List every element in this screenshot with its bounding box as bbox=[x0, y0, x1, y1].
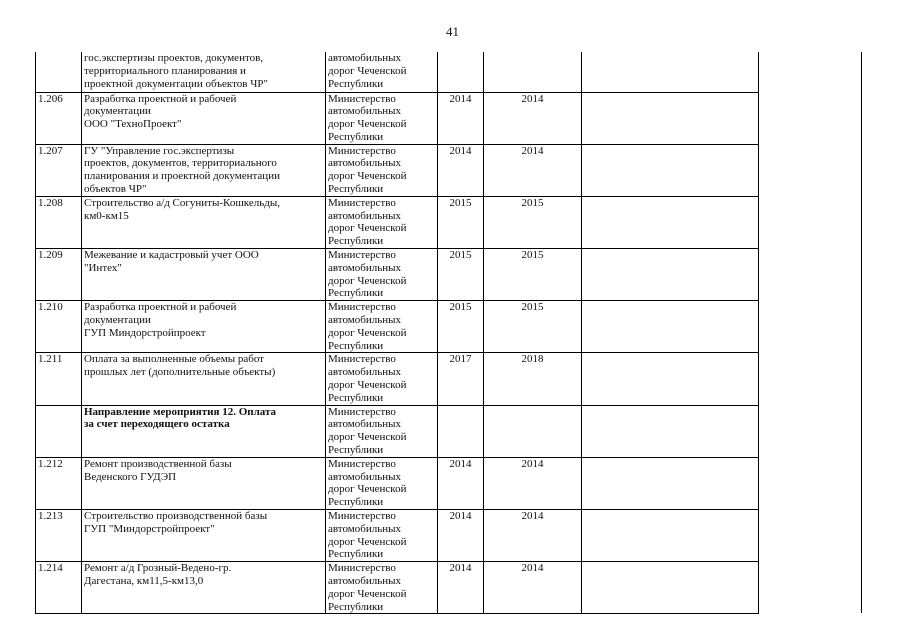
result-cell bbox=[582, 301, 759, 353]
executor-cell bbox=[326, 301, 438, 353]
start-year-cell: 2014 bbox=[438, 562, 484, 614]
activity-name-line: "Интех" bbox=[84, 261, 122, 274]
table-row bbox=[36, 196, 759, 248]
activity-name-line: ООО "ТехноПроект" bbox=[84, 118, 182, 131]
executor-cell bbox=[326, 249, 438, 301]
executor-line: Республики bbox=[328, 235, 384, 248]
activity-name-line: проектов, документов, территориального bbox=[84, 157, 277, 170]
row-number-cell: 1.211 bbox=[36, 353, 82, 405]
executor-line: Министерство bbox=[328, 301, 396, 314]
executor-line: Министерство bbox=[328, 457, 396, 470]
end-year-cell: 2018 bbox=[484, 353, 582, 405]
executor-line: дорог Чеченской bbox=[328, 379, 407, 392]
executor-line: Министерство bbox=[328, 562, 396, 575]
end-year-cell bbox=[484, 405, 582, 457]
executor-cell bbox=[326, 457, 438, 509]
executor-line: Республики bbox=[328, 339, 384, 352]
page-number: 41 bbox=[446, 24, 459, 39]
executor-line: дорог Чеченской bbox=[328, 431, 407, 444]
row-number-cell bbox=[36, 52, 82, 92]
executor-line: дорог Чеченской bbox=[328, 326, 407, 339]
executor-cell bbox=[326, 196, 438, 248]
table-row bbox=[36, 144, 759, 196]
activity-name-line: Ремонт а/д Грозный-Ведено-гр. bbox=[84, 562, 232, 575]
activity-name-line: территориального планирования и bbox=[84, 64, 246, 77]
executor-line: автомобильных bbox=[328, 261, 401, 274]
activity-name-cell bbox=[82, 457, 326, 509]
activity-name-cell bbox=[82, 52, 326, 92]
start-year-cell: 2014 bbox=[438, 92, 484, 144]
end-year-cell bbox=[484, 52, 582, 92]
activity-name-line: прошлых лет (дополнительные объекты) bbox=[84, 366, 276, 379]
executor-line: автомобильных bbox=[328, 157, 401, 170]
executor-line: автомобильных bbox=[328, 418, 401, 431]
start-year-cell: 2014 bbox=[438, 144, 484, 196]
result-cell bbox=[582, 196, 759, 248]
activity-name-cell bbox=[82, 249, 326, 301]
activity-name-cell bbox=[82, 353, 326, 405]
executor-line: Республики bbox=[328, 391, 384, 404]
activity-name-cell bbox=[82, 510, 326, 562]
result-cell bbox=[582, 405, 759, 457]
start-year-cell bbox=[438, 405, 484, 457]
row-number-cell: 1.214 bbox=[36, 562, 82, 614]
executor-line: Министерство bbox=[328, 510, 396, 522]
executor-line: Республики bbox=[328, 287, 384, 300]
activity-name-line: проектной документации объектов ЧР" bbox=[84, 77, 268, 90]
executor-line: Министерство bbox=[328, 249, 396, 262]
executor-line: автомобильных bbox=[328, 470, 401, 483]
start-year-cell: 2017 bbox=[438, 353, 484, 405]
executor-line: Министерство bbox=[328, 92, 396, 105]
executor-line: Республики bbox=[328, 548, 384, 561]
activity-name-line: ГУП "Миндорстройпроект" bbox=[84, 522, 215, 535]
executor-line: Республики bbox=[328, 77, 384, 90]
executor-line: дорог Чеченской bbox=[328, 64, 407, 77]
start-year-cell: 2014 bbox=[438, 510, 484, 562]
executor-line: Министерство bbox=[328, 144, 396, 157]
executor-line: дорог Чеченской bbox=[328, 535, 407, 548]
activity-name-line: Строительство производственной базы bbox=[84, 510, 268, 522]
executor-cell bbox=[326, 510, 438, 562]
executor-line: Министерство bbox=[328, 405, 396, 418]
activity-name-line: гос.экспертизы проектов, документов, bbox=[84, 52, 264, 64]
activity-name-line: объектов ЧР" bbox=[84, 183, 147, 196]
activity-name-cell bbox=[82, 144, 326, 196]
result-cell bbox=[582, 457, 759, 509]
executor-line: автомобильных bbox=[328, 366, 401, 379]
end-year-cell: 2014 bbox=[484, 92, 582, 144]
executor-line: Республики bbox=[328, 600, 384, 613]
end-year-cell: 2015 bbox=[484, 249, 582, 301]
end-year-cell: 2014 bbox=[484, 562, 582, 614]
table-row bbox=[36, 353, 759, 405]
start-year-cell bbox=[438, 52, 484, 92]
start-year-cell: 2015 bbox=[438, 196, 484, 248]
activity-name-line: Строительство а/д Согуниты-Кошкельды, bbox=[84, 196, 280, 209]
executor-line: автомобильных bbox=[328, 52, 401, 64]
table-row bbox=[36, 249, 759, 301]
table-row bbox=[36, 92, 759, 144]
executor-line: автомобильных bbox=[328, 209, 401, 222]
activity-name-cell bbox=[82, 301, 326, 353]
activity-name-line: Ремонт производственной базы bbox=[84, 457, 232, 470]
executor-line: Республики bbox=[328, 496, 384, 509]
row-number-cell: 1.212 bbox=[36, 457, 82, 509]
executor-line: Республики bbox=[328, 130, 384, 143]
executor-cell bbox=[326, 52, 438, 92]
executor-line: автомобильных bbox=[328, 574, 401, 587]
activity-name-line: Направление мероприятия 12. Оплата bbox=[84, 405, 277, 418]
end-year-cell: 2015 bbox=[484, 301, 582, 353]
activity-name-cell bbox=[82, 196, 326, 248]
table-row bbox=[36, 457, 759, 509]
executor-cell bbox=[326, 92, 438, 144]
executor-line: автомобильных bbox=[328, 522, 401, 535]
executor-line: Республики bbox=[328, 444, 384, 457]
row-number-cell: 1.209 bbox=[36, 249, 82, 301]
end-year-cell: 2014 bbox=[484, 510, 582, 562]
row-number-cell: 1.213 bbox=[36, 510, 82, 562]
result-cell bbox=[582, 562, 759, 614]
row-number-cell: 1.207 bbox=[36, 144, 82, 196]
executor-line: дорог Чеченской bbox=[328, 170, 407, 183]
activity-name-line: Разработка проектной и рабочей bbox=[84, 92, 237, 105]
activity-name-line: планирования и проектной документации bbox=[84, 170, 280, 183]
row-number-cell: 1.210 bbox=[36, 301, 82, 353]
end-year-cell: 2014 bbox=[484, 457, 582, 509]
result-cell bbox=[582, 249, 759, 301]
start-year-cell: 2014 bbox=[438, 457, 484, 509]
executor-line: Министерство bbox=[328, 353, 396, 366]
result-cell bbox=[582, 353, 759, 405]
executor-line: автомобильных bbox=[328, 105, 401, 118]
activity-name-cell bbox=[82, 562, 326, 614]
activity-name-line: Оплата за выполненные объемы работ bbox=[84, 353, 264, 366]
start-year-cell: 2015 bbox=[438, 249, 484, 301]
activity-name-line: ГУП Миндорстройпроект bbox=[84, 326, 206, 339]
executor-line: дорог Чеченской bbox=[328, 118, 407, 131]
table-row bbox=[36, 405, 759, 457]
activity-name-cell bbox=[82, 405, 326, 457]
activity-name-line: Дагестана, км11,5-км13,0 bbox=[84, 574, 204, 587]
executor-cell bbox=[326, 562, 438, 614]
activity-name-line: Межевание и кадастровый учет ООО bbox=[84, 249, 259, 262]
activity-name-line: за счет переходящего остатка bbox=[84, 418, 230, 431]
activity-name-line: ГУ "Управление гос.экспертизы bbox=[84, 144, 235, 157]
table-row bbox=[36, 510, 759, 562]
executor-line: дорог Чеченской bbox=[328, 483, 407, 496]
executor-line: автомобильных bbox=[328, 314, 401, 327]
table-row bbox=[36, 301, 759, 353]
executor-line: дорог Чеченской bbox=[328, 222, 407, 235]
activity-name-line: Разработка проектной и рабочей bbox=[84, 301, 237, 314]
end-year-cell: 2014 bbox=[484, 144, 582, 196]
program-table bbox=[35, 52, 759, 614]
right-border-line bbox=[861, 52, 862, 613]
executor-line: Республики bbox=[328, 183, 384, 196]
executor-line: дорог Чеченской bbox=[328, 587, 407, 600]
executor-line: Министерство bbox=[328, 196, 396, 209]
activity-name-line: км0-км15 bbox=[84, 209, 129, 222]
end-year-cell: 2015 bbox=[484, 196, 582, 248]
table-row bbox=[36, 52, 759, 92]
result-cell bbox=[582, 92, 759, 144]
activity-name-line: Веденского ГУДЭП bbox=[84, 470, 177, 483]
row-number-cell: 1.208 bbox=[36, 196, 82, 248]
result-cell bbox=[582, 52, 759, 92]
start-year-cell: 2015 bbox=[438, 301, 484, 353]
result-cell bbox=[582, 144, 759, 196]
activity-name-line: документации bbox=[84, 105, 151, 118]
result-cell bbox=[582, 510, 759, 562]
activity-name-cell bbox=[82, 92, 326, 144]
activity-name-line: документации bbox=[84, 314, 151, 327]
executor-cell bbox=[326, 353, 438, 405]
executor-line: дорог Чеченской bbox=[328, 274, 407, 287]
table-row bbox=[36, 562, 759, 614]
executor-cell bbox=[326, 405, 438, 457]
row-number-cell bbox=[36, 405, 82, 457]
executor-cell bbox=[326, 144, 438, 196]
row-number-cell: 1.206 bbox=[36, 92, 82, 144]
